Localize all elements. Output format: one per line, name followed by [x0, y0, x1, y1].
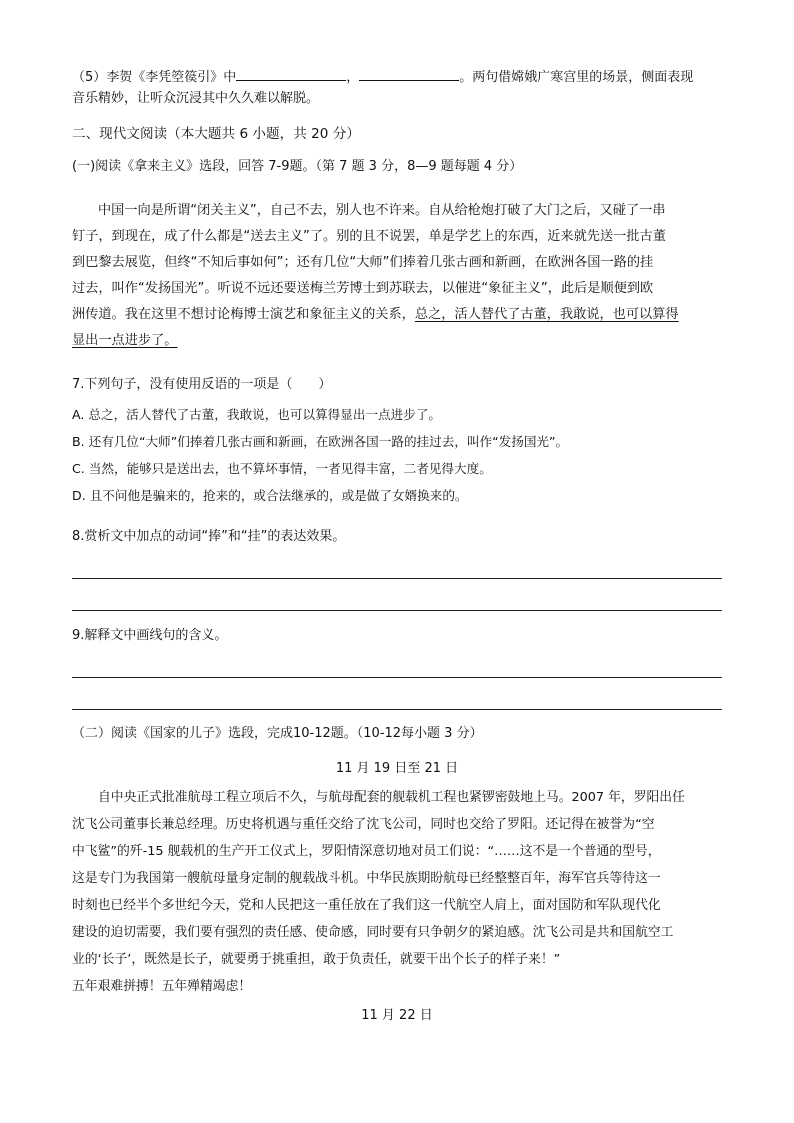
passage-1	[72, 198, 720, 354]
q9-stem: 9.解释文中画线句的含义。	[72, 628, 228, 643]
underlined-sentence: 总之，活人替代了古董，我敢说，也可以算得	[414, 307, 679, 322]
q9-answer-line-1[interactable]	[72, 677, 722, 678]
part-2-title: （二）阅读《国家的儿子》选段，完成10-12题。（10-12每小题 3 分）	[72, 726, 483, 741]
passage-2-line: 时刻也已经半个多世纪今天，党和人民把这一重任放在了我们这一代航空人肩上，面对国防和军队现代化	[72, 898, 661, 913]
q7-option-d[interactable]: D. 且不问他是骗来的，抢来的，或合法继承的，或是做了女婿换来的。	[72, 488, 468, 503]
q5-blank-2[interactable]	[359, 66, 459, 81]
q7-option-a[interactable]: A. 总之，活人替代了古董，我敢说，也可以算得显出一点进步了。	[72, 407, 442, 422]
passage-2-line: 五年艰难拼搏！五年殚精竭虑！	[72, 979, 252, 994]
q7-stem: 7.下列句子，没有使用反语的一项是（ ）	[72, 377, 332, 392]
q8-answer-line-1[interactable]	[72, 578, 722, 579]
passage-2	[72, 784, 722, 1000]
passage-1-line: 中国一向是所谓“闭关主义”，自己不去，别人也不许来。自从给枪炮打破了大门之后，又碰了一串	[98, 203, 666, 218]
passage-1-line: 过去，叫作“发扬国光”。听说不远还要送梅兰芳博士到苏联去，以催进“象征主义”，此后是顺便到欧	[72, 281, 654, 296]
section-2-title: 二、现代文阅读（本大题共 6 小题，共 20 分）	[72, 126, 360, 142]
passage-1-line	[72, 302, 720, 328]
passage-1-line	[72, 328, 720, 354]
passage-2-line: 这是专门为我国第一艘航母量身定制的舰载战斗机。中华民族期盼航母已经整整百年，海军官兵等待这一	[72, 871, 661, 886]
q5-blank-1[interactable]	[236, 66, 346, 81]
part-1-title: (一)阅读《拿来主义》选段，回答 7-9题。（第 7 题 3 分，8—9 题每题 4 分）	[72, 159, 523, 174]
underlined-sentence: 显出一点进步了。	[72, 333, 178, 348]
date-heading-1: 11 月 19 日至 21 日	[335, 761, 459, 776]
passage-2-line: 中飞鲨”的歼-15 舰载机的生产开工仪式上，罗阳情深意切地对员工们说：“……这不是一个普通的型号，	[72, 844, 661, 859]
date-heading-2: 11 月 22 日	[361, 1008, 433, 1023]
question-5	[72, 66, 722, 89]
q5-suffix: 。两句借嫦娥广寒宫里的场景，侧面表现	[459, 70, 694, 85]
q8-answer-line-2[interactable]	[72, 610, 722, 611]
passage-2-line: 建设的迫切需要，我们要有强烈的责任感、使命感，同时要有只争朝夕的紧迫感。沈飞公司是共和国航空工	[72, 925, 674, 940]
passage-1-line: 到巴黎去展览，但终“不知后事如何”；还有几位“大师”们捧着几张古画和新画，在欧洲各国一路的挂	[72, 255, 654, 270]
passage-2-line: 自中央正式批准航母工程立项后不久，与航母配套的舰载机工程也紧锣密鼓地上马。2007 年，罗阳出任	[98, 790, 685, 805]
q7-option-b[interactable]: B. 还有几位“大师”们捧着几张古画和新画，在欧洲各国一路的挂过去，叫作“发扬国光”。	[72, 434, 569, 449]
q9-answer-line-2[interactable]	[72, 709, 722, 710]
q5-comma: ，	[346, 70, 360, 85]
q8-stem: 8.赏析文中加点的动词“捧”和“挂”的表达效果。	[72, 529, 346, 544]
passage-1-text: 洲传道。我在这里不想讨论梅博士演艺和象征主义的关系，	[72, 307, 415, 322]
q5-prefix: （5）李贺《李凭箜篌引》中	[72, 70, 237, 85]
q7-option-c[interactable]: C. 当然，能够只是送出去，也不算坏事情，一者见得丰富，二者见得大度。	[72, 461, 492, 476]
q5-line-2: 音乐精妙，让听众沉浸其中久久难以解脱。	[72, 91, 320, 106]
passage-1-line: 钉子，到现在，成了什么都是“送去主义”了。别的且不说罢，单是学艺上的东西，近来就先送一批古董	[72, 229, 666, 244]
passage-2-line: 沈飞公司董事长兼总经理。历史将机遇与重任交给了沈飞公司，同时也交给了罗阳。还记得在被誉为“空	[72, 817, 655, 832]
passage-2-line: 业的‘长子’，既然是长子，就要勇于挑重担，敢于负责任，就要干出个长子的样子来！”	[72, 952, 561, 967]
